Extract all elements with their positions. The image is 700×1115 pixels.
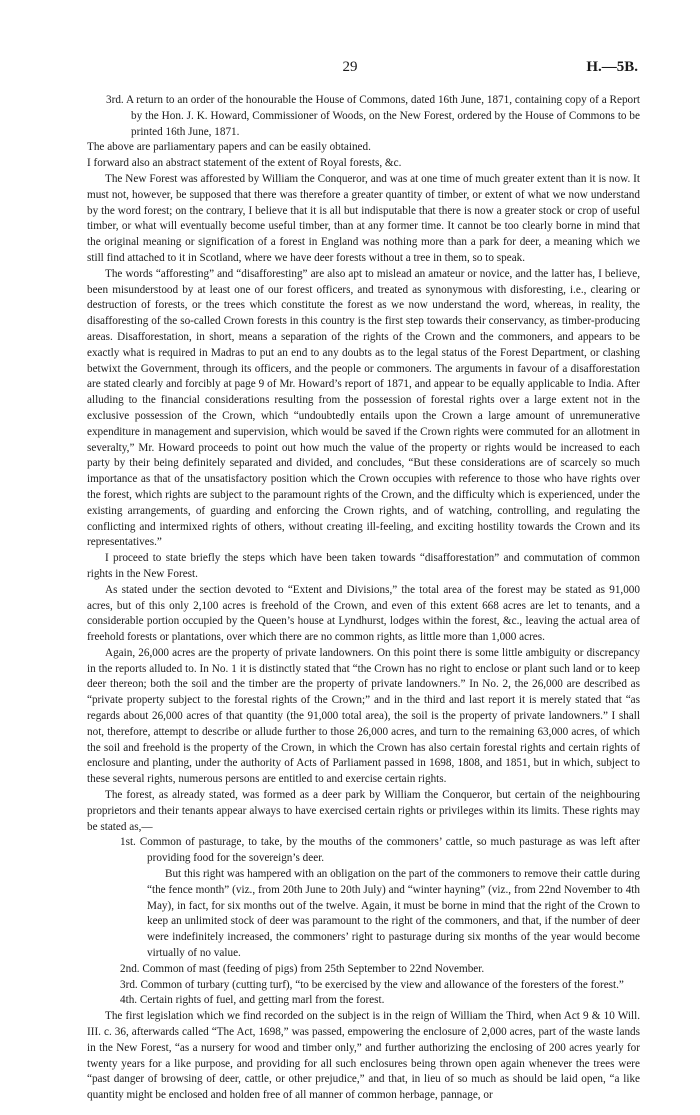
list-item-right-1: 1st. Common of pasturage, to take, by the mouths of the commoners’ cattle, so much pasturage as was left after providing food for the sovereign’s deer.	[120, 836, 640, 865]
paragraph: The words “afforesting” and “disafforesting” are also apt to mislead an amateur or novice, and the latter has, I believe, been misunderstood by at least one of our forest officers, and treated as synonymous with disforesting, i.e., clearing or destruction of forests, or the trees which constitute the forest as we now understand the word, whereas, in reality, the disafforesting of the so-called Crown forests in this country is the first step towards their conservancy, as timber-producing areas. Disafforestation, in short, means a separation of the rights of the Crown and the commoners, and appears to be exactly what is required in Madras to put an end to any doubts as to the legal status of the Forest Department, or clashing betwixt the Government, through its officers, and the people or commoners. The arguments in favour of a disafforestation are stated clearly and forcibly at page 9 of Mr. Howard’s report of 1871, and appear to be equally applicable to India. After alluding to the financial considerations resulting from the possession of forestal rights over a large extent not in the exclusive possession of the Crown, which “undoubtedly entails upon the Crown a large amount of unremunerative expenditure in management and supervision, which would be saved if the Crown rights were commuted for an allotment in severalty,” Mr. Howard proceeds to point out how much the value of the property or rights would be increased to each party by their being definitely separated and divided, and concludes, “But these considerations are of scarcely so much importance as that of the unsatisfactory position which the Crown occupies with reference to those who have rights over the forest, which rights are subject to the paramount rights of the Crown, and the difficulty which is experienced, under the existing arrangements, of guarding and enforcing the Crown rights, and of watching, controlling, and regulating the conflicting and intermixed rights of others, without creating ill-feeling, and exciting hostility towards the Crown and its representatives.”	[87, 267, 640, 549]
paragraph: As stated under the section devoted to “Extent and Divisions,” the total area of the forest may be stated as 91,000 acres, but of this only 2,100 acres is freehold of the Crown, and even of this extent 668 acres are let to tenants, and a considerable portion occupied by the Queen’s house at Lyndhurst, lodges within the forest, &c., leaving the actual area of freehold forests or plantations, over which there are no common rights, as little more than 1,000 acres.	[87, 583, 640, 644]
paragraph: I proceed to state briefly the steps which have been taken towards “disafforestation” and commutation of common rights in the New Forest.	[87, 552, 640, 580]
list-item-right-1-detail: But this right was hampered with an obligation on the part of the commoners to remove their cattle during “the fence month” (viz., from 20th June to 20th July) and “winter hayning” (viz., from 22nd November to 4th May), in fact, for six months out of the twelve. Again, it must be borne in mind that the right of the Crown to keep an unlimited stock of deer was paramount to the right of the commoners, and that, if the number of deer were indefinitely increased, the commoners’ right to pasturage during six months of the year would become virtually of no value.	[147, 868, 640, 960]
paragraph-return-item: 3rd. A return to an order of the honourable the House of Commons, dated 16th June, 1871, containing copy of a Report by the Hon. J. K. Howard, Commissioner of Woods, on the New Forest, ordered by the House of Commons to be printed 16th June, 1871.	[106, 94, 640, 138]
paragraph: I forward also an abstract statement of the extent of Royal forests, &c.	[87, 157, 402, 170]
paragraph: The forest, as already stated, was formed as a deer park by William the Conqueror, but certain of the neighbouring proprietors and their tenants appear always to have exercised certain rights or privileges within its limits. These rights may be stated as,—	[87, 789, 640, 833]
paragraph: The above are parliamentary papers and can be easily obtained.	[87, 141, 371, 154]
document-body	[87, 93, 640, 1104]
paragraph: Again, 26,000 acres are the property of private landowners. On this point there is some little ambiguity or discrepancy in the reports alluded to. In No. 1 it is distinctly stated that “the Crown has no right to enclose or plant such land or to keep deer thereon; both the soil and the timber are the property of private landowners.” In No. 2, the 26,000 are described as “private property subject to the forestal rights of the Crown;” and in the third and last report it is merely stated that “as regards about 26,000 acres of that quantity (the 91,000 total area), the soil is the property of private landowners.” I shall not, therefore, attempt to describe or allude further to those 26,000 acres, and turn to the remaining 63,000 acres, of which the soil and freehold is the property of the Crown, in which the Crown has also certain forestal rights and certain rights of enclosure and planting, under the authority of Acts of Parliament passed in 1698, 1808, and 1851, but in which, subject to these several rights, numerous persons are entitled to and exercise certain rights.	[87, 646, 640, 786]
document-reference: H.—5B.	[586, 59, 638, 75]
list-item-right-2: 2nd. Common of mast (feeding of pigs) from 25th September to 22nd November.	[120, 962, 485, 975]
paragraph: The New Forest was afforested by William the Conqueror, and was at one time of much greater extent than it is now. It must not, however, be supposed that there was therefore a greater quantity of timber, or extent of what we now understand by the word forest; on the contrary, I believe that it is all but indisputable that there is now a greater stock or crop of useful timber, or what will eventually become useful timber, than at any former time. It cannot be too clearly borne in mind that the original meaning or signification of a forest in England was nothing more than a park for deer, a meaning which we still find attached to it in Scotland, where we have deer forests without a tree in them, so to speak.	[87, 172, 640, 264]
list-item-right-4: 4th. Certain rights of fuel, and getting marl from the forest.	[120, 994, 385, 1007]
page-number: 29	[342, 59, 358, 75]
list-item-right-3: 3rd. Common of turbary (cutting turf), “to be exercised by the view and allowance of the foresters of the forest.”	[120, 978, 624, 991]
paragraph: The first legislation which we find recorded on the subject is in the reign of William the Third, when Act 9 & 10 Will. III. c. 36, afterwards called “The Act, 1698,” was passed, empowering the enclosure of 2,000 acres, part of the waste lands in the New Forest, “as a nursery for wood and timber only,” and further authorizing the enclosing of 200 acres yearly for twenty years for a like purpose, and providing for all such enclosures being thrown open again whenever the trees were “past danger of browsing of deer, cattle, or other prejudice,” and that, in lieu of so much as should be laid open, “a like quantity might be enclosed and holden free of all manner of common herbage, pannage, or	[87, 1010, 640, 1102]
